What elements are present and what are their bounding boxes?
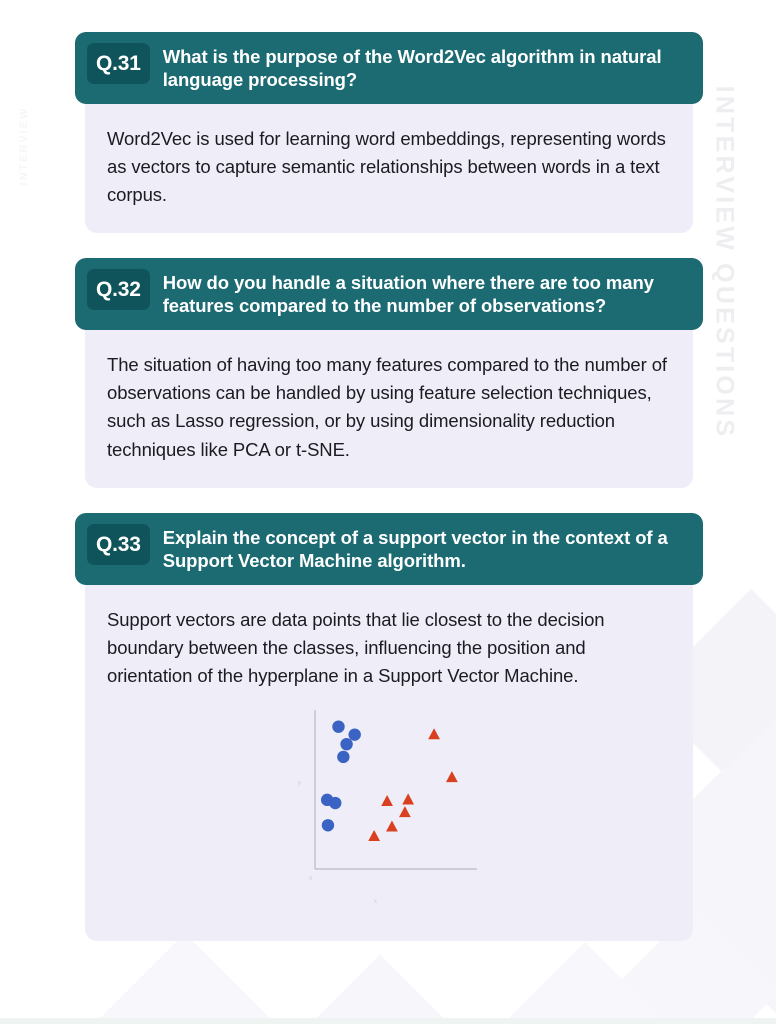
origin-tick-label: 0 (309, 876, 313, 883)
scatter-point-triangle (428, 729, 440, 740)
question-header (75, 258, 703, 330)
scatter-point-circle (348, 729, 360, 741)
answer-text: Word2Vec is used for learning word embeddings, representing words as vectors to capture semantic relationships between words in a text corpus. (107, 127, 666, 206)
scatter-series-class-b (368, 729, 458, 842)
scatter-point-triangle (399, 807, 411, 818)
y-axis-label: y (298, 781, 301, 788)
background-chevron-shape (309, 954, 450, 1024)
scatter-series-class-a (321, 721, 361, 832)
x-axis-label: x (374, 899, 377, 906)
scatter-point-circle (322, 820, 334, 832)
question-text: How do you handle a situation where there are too many features compared to the number of observations? (162, 272, 654, 317)
scatter-point-triangle (402, 794, 414, 805)
qa-card (75, 258, 703, 488)
scatter-point-circle (337, 751, 349, 763)
answer-panel (85, 330, 693, 488)
question-text: What is the purpose of the Word2Vec algorithm in natural language processing? (162, 46, 662, 90)
answer-panel (85, 585, 693, 942)
bottom-divider (0, 1018, 776, 1024)
question-number-badge: Q.33 (87, 524, 150, 565)
scatter-point-circle (329, 797, 341, 809)
answer-text: Support vectors are data points that lie closest to the decision boundary between the classes, influencing the position and orientation of the hyperplane in a Support Vector Machine. (107, 608, 605, 687)
scatter-point-triangle (386, 821, 398, 832)
scatter-point-circle (340, 738, 352, 750)
qa-card (75, 513, 703, 941)
qa-card (75, 32, 703, 233)
svm-scatter-plot-container (107, 702, 671, 917)
question-text: Explain the concept of a support vector in the context of a Support Vector Machine algorithm. (162, 527, 668, 571)
left-edge-watermark: INTERVIEW (18, 106, 30, 186)
question-number-badge: Q.31 (87, 43, 150, 84)
question-header (75, 513, 703, 585)
question-header (75, 32, 703, 104)
question-number-badge: Q.32 (87, 269, 150, 310)
svm-scatter-plot (289, 702, 489, 917)
answer-panel (85, 104, 693, 234)
scatter-point-triangle (446, 772, 458, 783)
background-chevron-shape (93, 933, 277, 1024)
vertical-interview-questions-label: INTERVIEW QUESTIONS (710, 85, 739, 440)
scatter-point-triangle (381, 795, 393, 806)
scatter-point-circle (332, 721, 344, 733)
scatter-point-triangle (368, 830, 380, 841)
background-chevron-shape (507, 942, 663, 1024)
answer-text: The situation of having too many features compared to the number of observations can be handled by using feature selection techniques, such as Lasso regression, or by using dimensionality reduction techniques like PCA or t-SNE. (107, 353, 667, 460)
